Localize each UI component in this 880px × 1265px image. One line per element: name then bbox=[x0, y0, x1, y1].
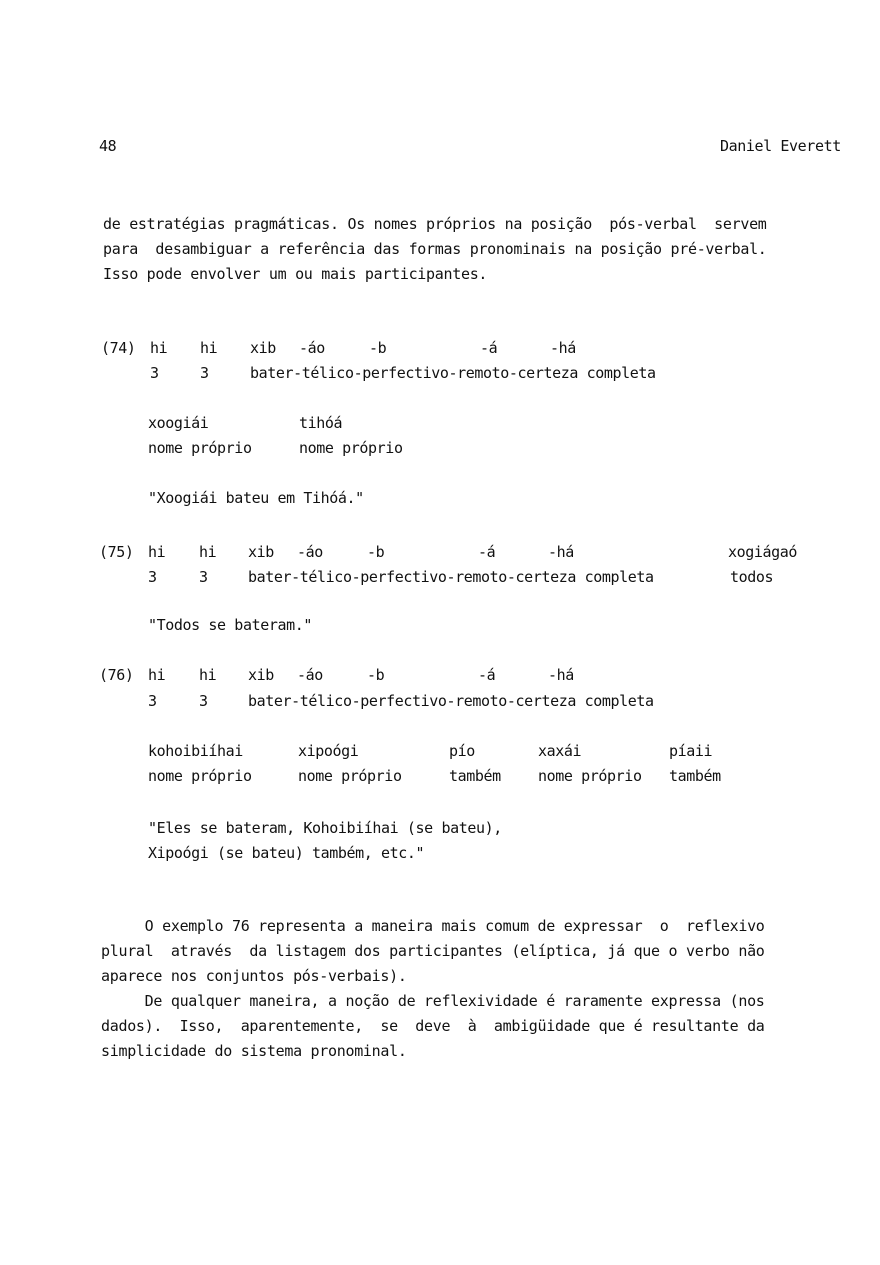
morpheme: -á bbox=[478, 666, 496, 684]
example-number: (76) bbox=[99, 666, 134, 684]
morpheme: xogiágaó bbox=[728, 543, 798, 561]
name-gloss: também bbox=[449, 767, 501, 785]
morpheme: hi bbox=[199, 666, 217, 684]
gloss: 3 bbox=[148, 692, 157, 710]
morpheme: -b bbox=[369, 339, 387, 357]
name-gloss: nome próprio bbox=[148, 767, 252, 785]
gloss: 3 bbox=[199, 568, 208, 586]
closing-line-1: O exemplo 76 representa a maneira mais comum de expressar o reflexivo bbox=[101, 917, 765, 935]
morpheme: hi bbox=[148, 666, 166, 684]
name-gloss: nome próprio bbox=[538, 767, 642, 785]
proper-name: píaii bbox=[669, 742, 713, 760]
proper-name: xaxái bbox=[538, 742, 582, 760]
name-gloss: nome próprio bbox=[148, 439, 252, 457]
translation: "Xoogiái bateu em Tihóá." bbox=[148, 489, 364, 507]
proper-name: xipoógi bbox=[298, 742, 359, 760]
intro-line-2: para desambiguar a referência das formas pronominais na posição pré-verbal. bbox=[103, 240, 767, 258]
morpheme: -áo bbox=[297, 543, 323, 561]
gloss: 3 bbox=[199, 692, 208, 710]
running-header-author: Daniel Everett bbox=[720, 137, 841, 155]
name-gloss: também bbox=[669, 767, 721, 785]
morpheme: xib bbox=[250, 339, 276, 357]
morpheme: -áo bbox=[299, 339, 325, 357]
morpheme: -á bbox=[478, 543, 496, 561]
gloss: 3 bbox=[200, 364, 209, 382]
example-number: (74) bbox=[101, 339, 136, 357]
closing-line-2: plural através da listagem dos participantes (elíptica, já que o verbo não bbox=[101, 942, 765, 960]
name-gloss: nome próprio bbox=[299, 439, 403, 457]
name-gloss: nome próprio bbox=[298, 767, 402, 785]
morpheme: -b bbox=[367, 666, 385, 684]
intro-line-1: de estratégias pragmáticas. Os nomes próprios na posição pós-verbal servem bbox=[103, 215, 767, 233]
translation: "Todos se bateram." bbox=[148, 616, 312, 634]
morpheme: -há bbox=[548, 543, 574, 561]
gloss: bater-télico-perfectivo-remoto-certeza completa bbox=[248, 692, 654, 710]
morpheme: hi bbox=[148, 543, 166, 561]
closing-line-6: simplicidade do sistema pronominal. bbox=[101, 1042, 407, 1060]
intro-line-3: Isso pode envolver um ou mais participantes. bbox=[103, 265, 488, 283]
morpheme: -há bbox=[550, 339, 576, 357]
closing-line-3: aparece nos conjuntos pós-verbais). bbox=[101, 967, 407, 985]
morpheme: hi bbox=[199, 543, 217, 561]
gloss: bater-télico-perfectivo-remoto-certeza completa bbox=[248, 568, 654, 586]
page-number: 48 bbox=[99, 137, 117, 155]
closing-line-5: dados). Isso, aparentemente, se deve à ambigüidade que é resultante da bbox=[101, 1017, 765, 1035]
closing-line-4: De qualquer maneira, a noção de reflexividade é raramente expressa (nos bbox=[101, 992, 765, 1010]
morpheme: -áo bbox=[297, 666, 323, 684]
morpheme: hi bbox=[150, 339, 168, 357]
gloss: todos bbox=[730, 568, 774, 586]
morpheme: -há bbox=[548, 666, 574, 684]
proper-name: pío bbox=[449, 742, 475, 760]
gloss: 3 bbox=[150, 364, 159, 382]
proper-name: kohoibiíhai bbox=[148, 742, 243, 760]
morpheme: hi bbox=[200, 339, 218, 357]
example-number: (75) bbox=[99, 543, 134, 561]
gloss: 3 bbox=[148, 568, 157, 586]
morpheme: -b bbox=[367, 543, 385, 561]
translation-line-1: "Eles se bateram, Kohoibiíhai (se bateu), bbox=[148, 819, 502, 837]
proper-name: tihóá bbox=[299, 414, 343, 432]
gloss: bater-télico-perfectivo-remoto-certeza completa bbox=[250, 364, 656, 382]
morpheme: -á bbox=[480, 339, 498, 357]
proper-name: xoogiái bbox=[148, 414, 209, 432]
morpheme: xib bbox=[248, 543, 274, 561]
translation-line-2: Xipoógi (se bateu) também, etc." bbox=[148, 844, 425, 862]
morpheme: xib bbox=[248, 666, 274, 684]
